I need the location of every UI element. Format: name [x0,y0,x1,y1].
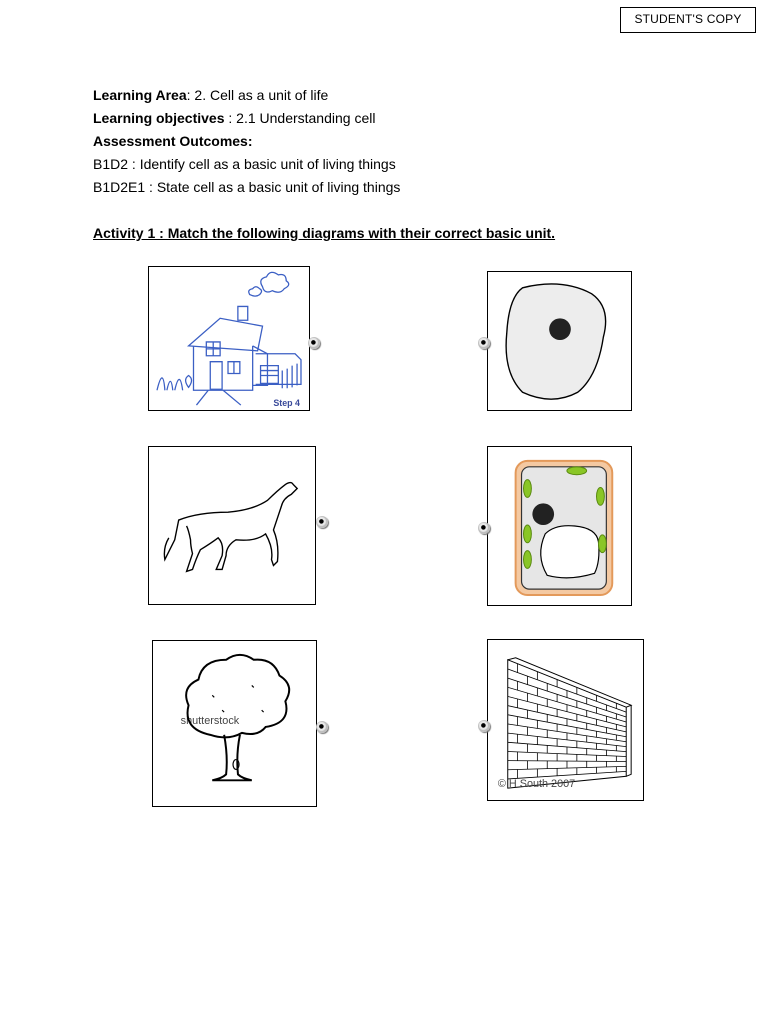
match-dot-house[interactable] [308,337,320,349]
students-copy-badge: STUDENT'S COPY [620,7,756,33]
house-picture [148,266,310,411]
horse-picture [148,446,316,605]
animal-cell-picture [487,271,632,411]
house-icon [149,267,309,410]
learning-objectives-label: Learning objectives [93,110,225,126]
match-dot-horse[interactable] [316,516,328,528]
match-dot-plant-cell[interactable] [478,522,490,534]
plant-cell-picture [487,446,632,606]
tree-picture [152,640,317,807]
match-dot-brick-wall[interactable] [478,720,490,732]
activity-title: Activity 1 : Match the following diagrams with their correct basic unit. [93,225,556,241]
learning-objectives-value: : 2.1 Understanding cell [224,110,376,126]
plant-cell-icon [488,447,631,605]
brick-wall-picture [487,639,644,801]
match-dot-animal-cell[interactable] [478,337,490,349]
assessment-outcome-2: B1D2E1 : State cell as a basic unit of living things [93,179,401,195]
horse-icon [149,447,315,604]
tree-watermark: shutterstock [180,714,240,727]
tree-icon [153,641,316,806]
learning-area-line [93,87,328,104]
assessment-outcome-1: B1D2 : Identify cell as a basic unit of living things [93,156,396,172]
assessment-outcomes-heading: Assessment Outcomes: [93,133,253,149]
brick-wall-icon [488,640,643,800]
learning-objectives-line [93,110,375,127]
animal-cell-icon [488,272,631,410]
learning-area-label: Learning Area [93,87,187,103]
learning-area-value: : 2. Cell as a unit of life [186,87,329,103]
house-caption: Step 4 [273,398,300,409]
brick-wall-caption: © H South 2007 [497,778,576,791]
match-dot-tree[interactable] [316,721,328,733]
